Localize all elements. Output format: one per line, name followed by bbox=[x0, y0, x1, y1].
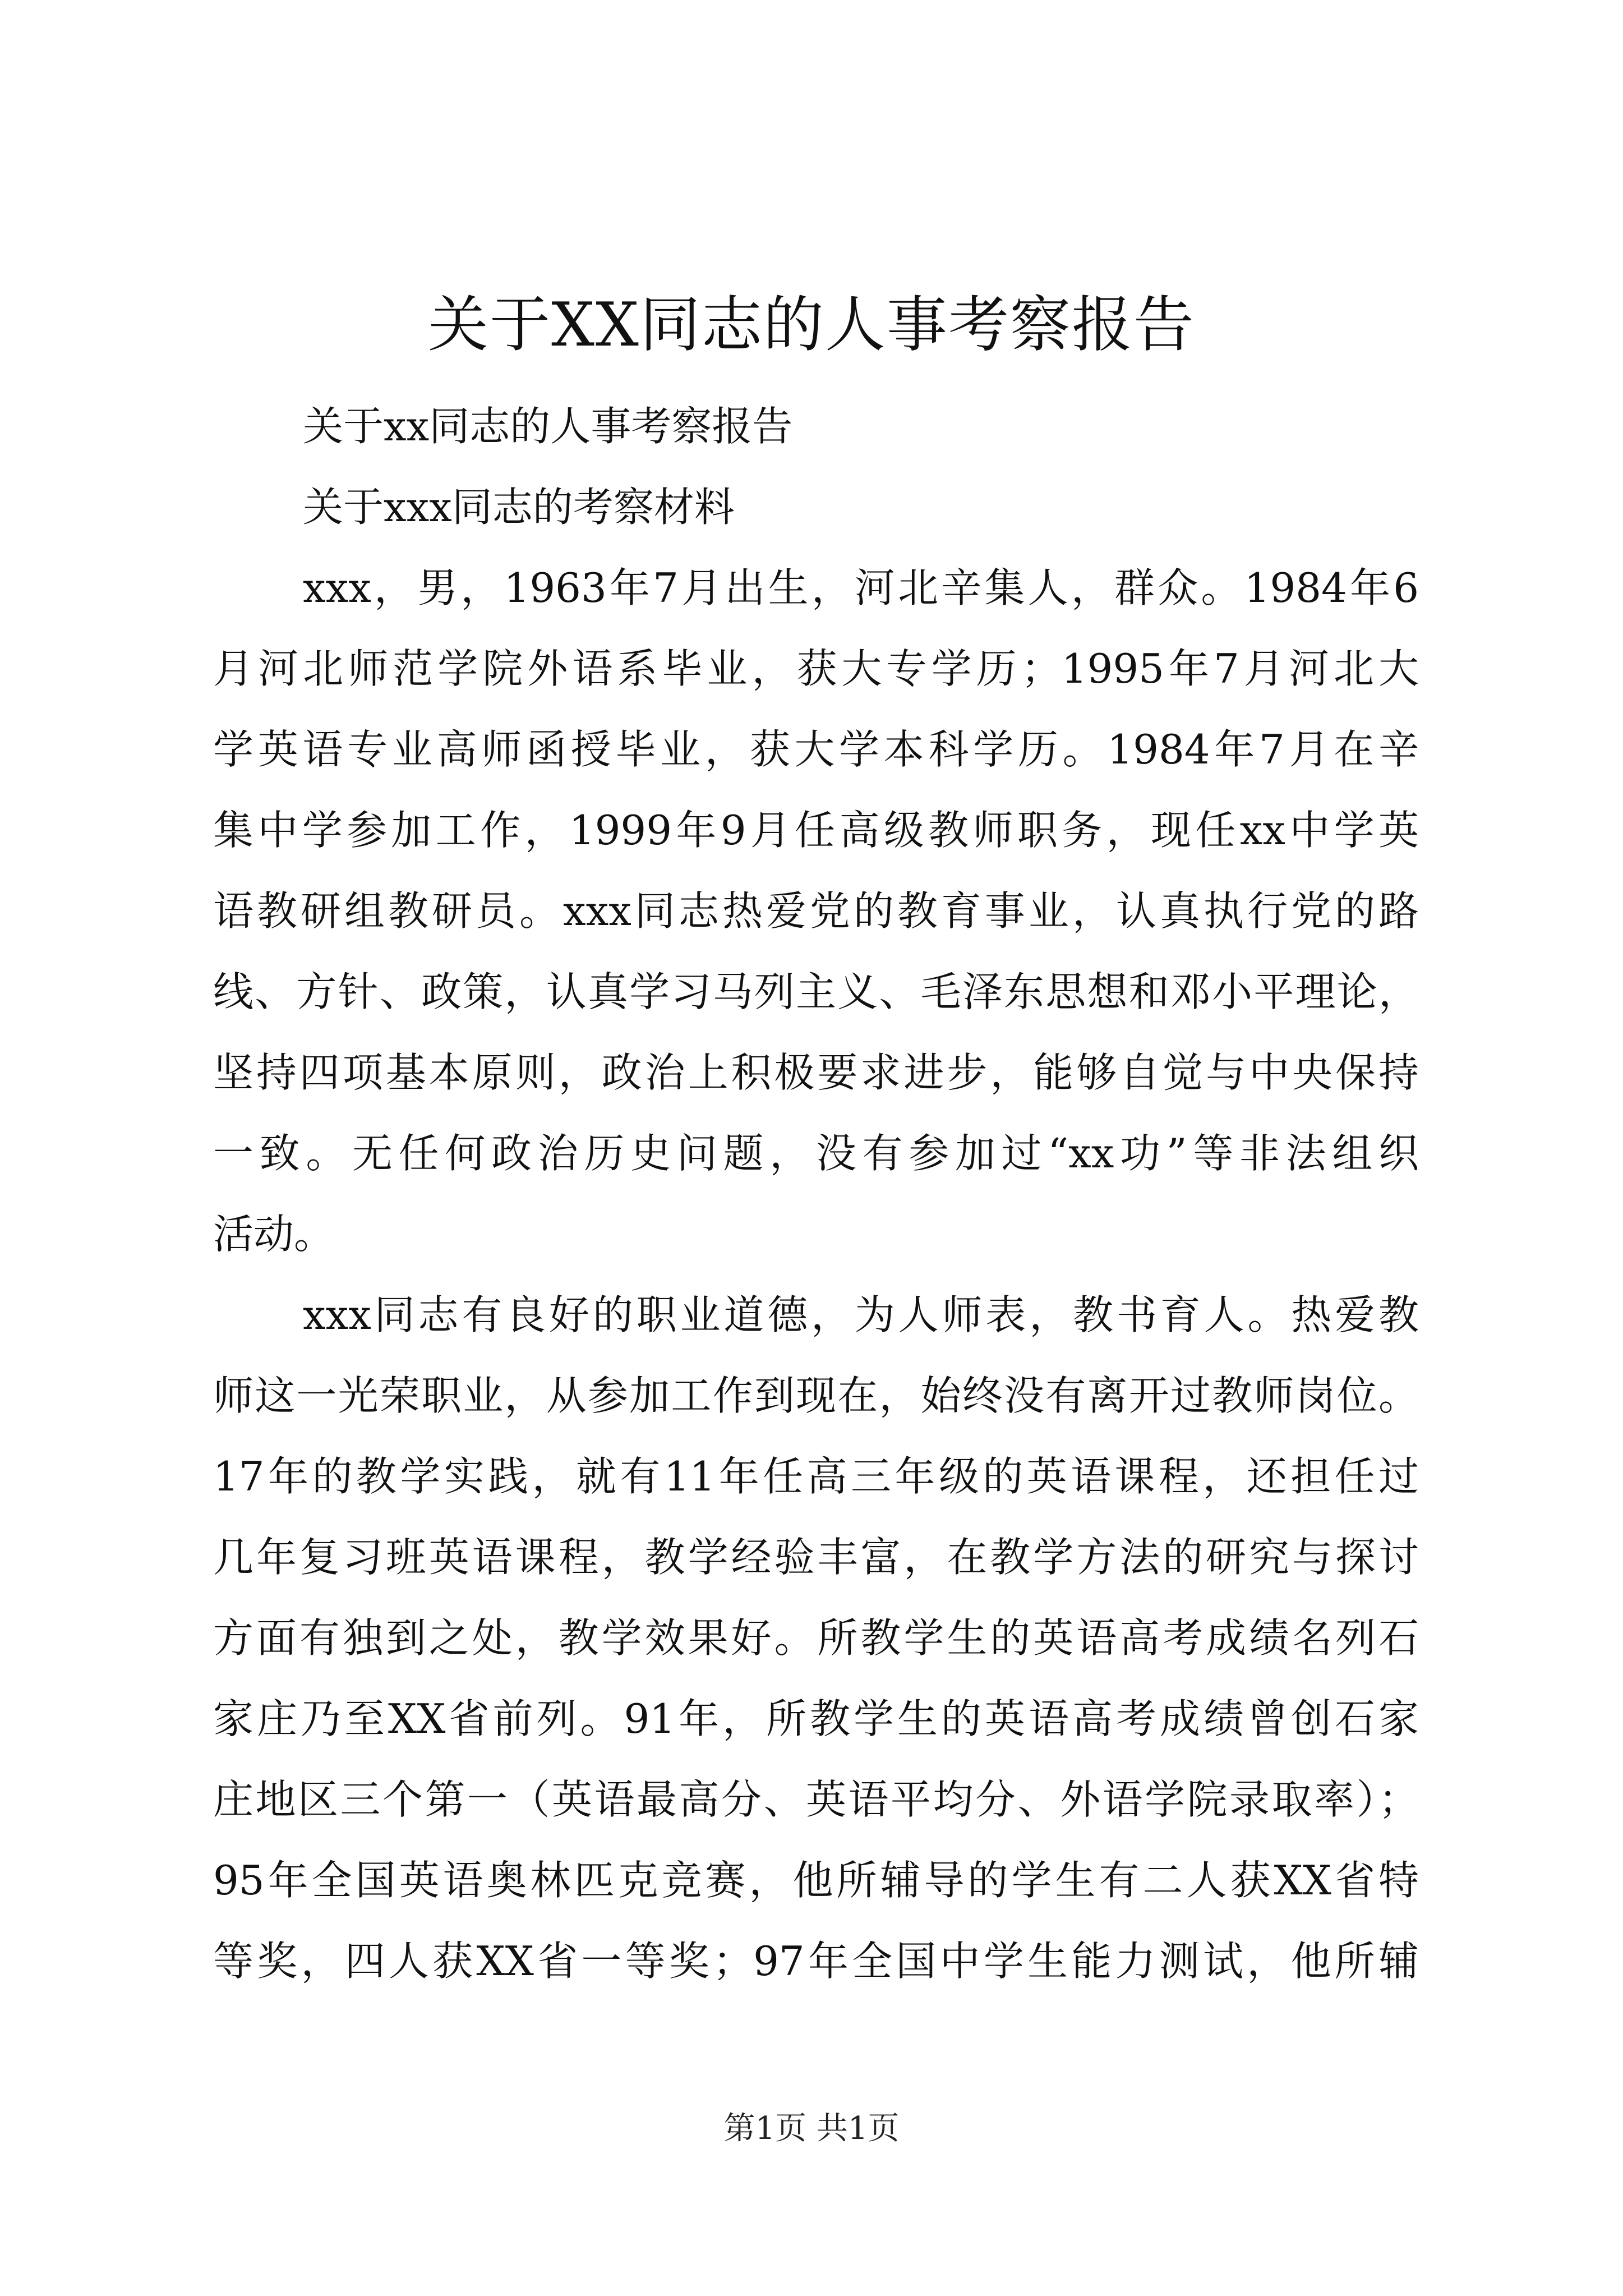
body-line: xxx，男，1963年7月出生，河北辛集人，群众。1984年6 bbox=[303, 564, 1419, 611]
body-line: 集中学参加工作，1999年9月任高级教师职务，现任xx中学英 bbox=[213, 807, 1419, 854]
body-line: 等奖，四人获XX省一等奖；97年全国中学生能力测试，他所辅 bbox=[213, 1938, 1419, 1985]
body-line: 关于xx同志的人事考察报告 bbox=[303, 403, 793, 450]
body-line: 线、方针、政策，认真学习马列主义、毛泽东思想和邓小平理论， bbox=[213, 968, 1419, 1015]
body-line: 学英语专业高师函授毕业，获大学本科学历。1984年7月在辛 bbox=[213, 726, 1419, 773]
body-line: xxx同志有良好的职业道德，为人师表，教书育人。热爱教 bbox=[303, 1291, 1419, 1338]
body-line: 语教研组教研员。xxx同志热爱党的教育事业，认真执行党的路 bbox=[213, 887, 1419, 935]
body-line: 95年全国英语奥林匹克竞赛，他所辅导的学生有二人获XX省特 bbox=[213, 1857, 1419, 1904]
body-line: 家庄乃至XX省前列。91年，所教学生的英语高考成绩曾创石家 bbox=[213, 1695, 1419, 1742]
body-line: 方面有独到之处，教学效果好。所教学生的英语高考成绩名列石 bbox=[213, 1614, 1419, 1662]
body-line: 活动。 bbox=[213, 1211, 335, 1258]
body-line: 关于xxx同志的考察材料 bbox=[303, 484, 735, 531]
body-line: 坚持四项基本原则，政治上积极要求进步，能够自觉与中央保持 bbox=[213, 1049, 1419, 1096]
document-title: 关于XX同志的人事考察报告 bbox=[428, 290, 1195, 360]
body-line: 师这一光荣职业，从参加工作到现在，始终没有离开过教师岗位。 bbox=[213, 1372, 1419, 1419]
body-line: 一致。无任何政治历史问题，没有参加过“xx功”等非法组织 bbox=[213, 1130, 1419, 1177]
page-footer: 第1页 共1页 bbox=[723, 2110, 900, 2147]
document-body bbox=[213, 386, 1419, 2001]
body-line: 17年的教学实践，就有11年任高三年级的英语课程，还担任过 bbox=[213, 1453, 1419, 1500]
body-line: 庄地区三个第一（英语最高分、英语平均分、外语学院录取率）； bbox=[213, 1776, 1419, 1823]
body-line: 月河北师范学院外语系毕业，获大专学历；1995年7月河北大 bbox=[213, 645, 1419, 692]
body-line: 几年复习班英语课程，教学经验丰富，在教学方法的研究与探讨 bbox=[213, 1534, 1419, 1581]
